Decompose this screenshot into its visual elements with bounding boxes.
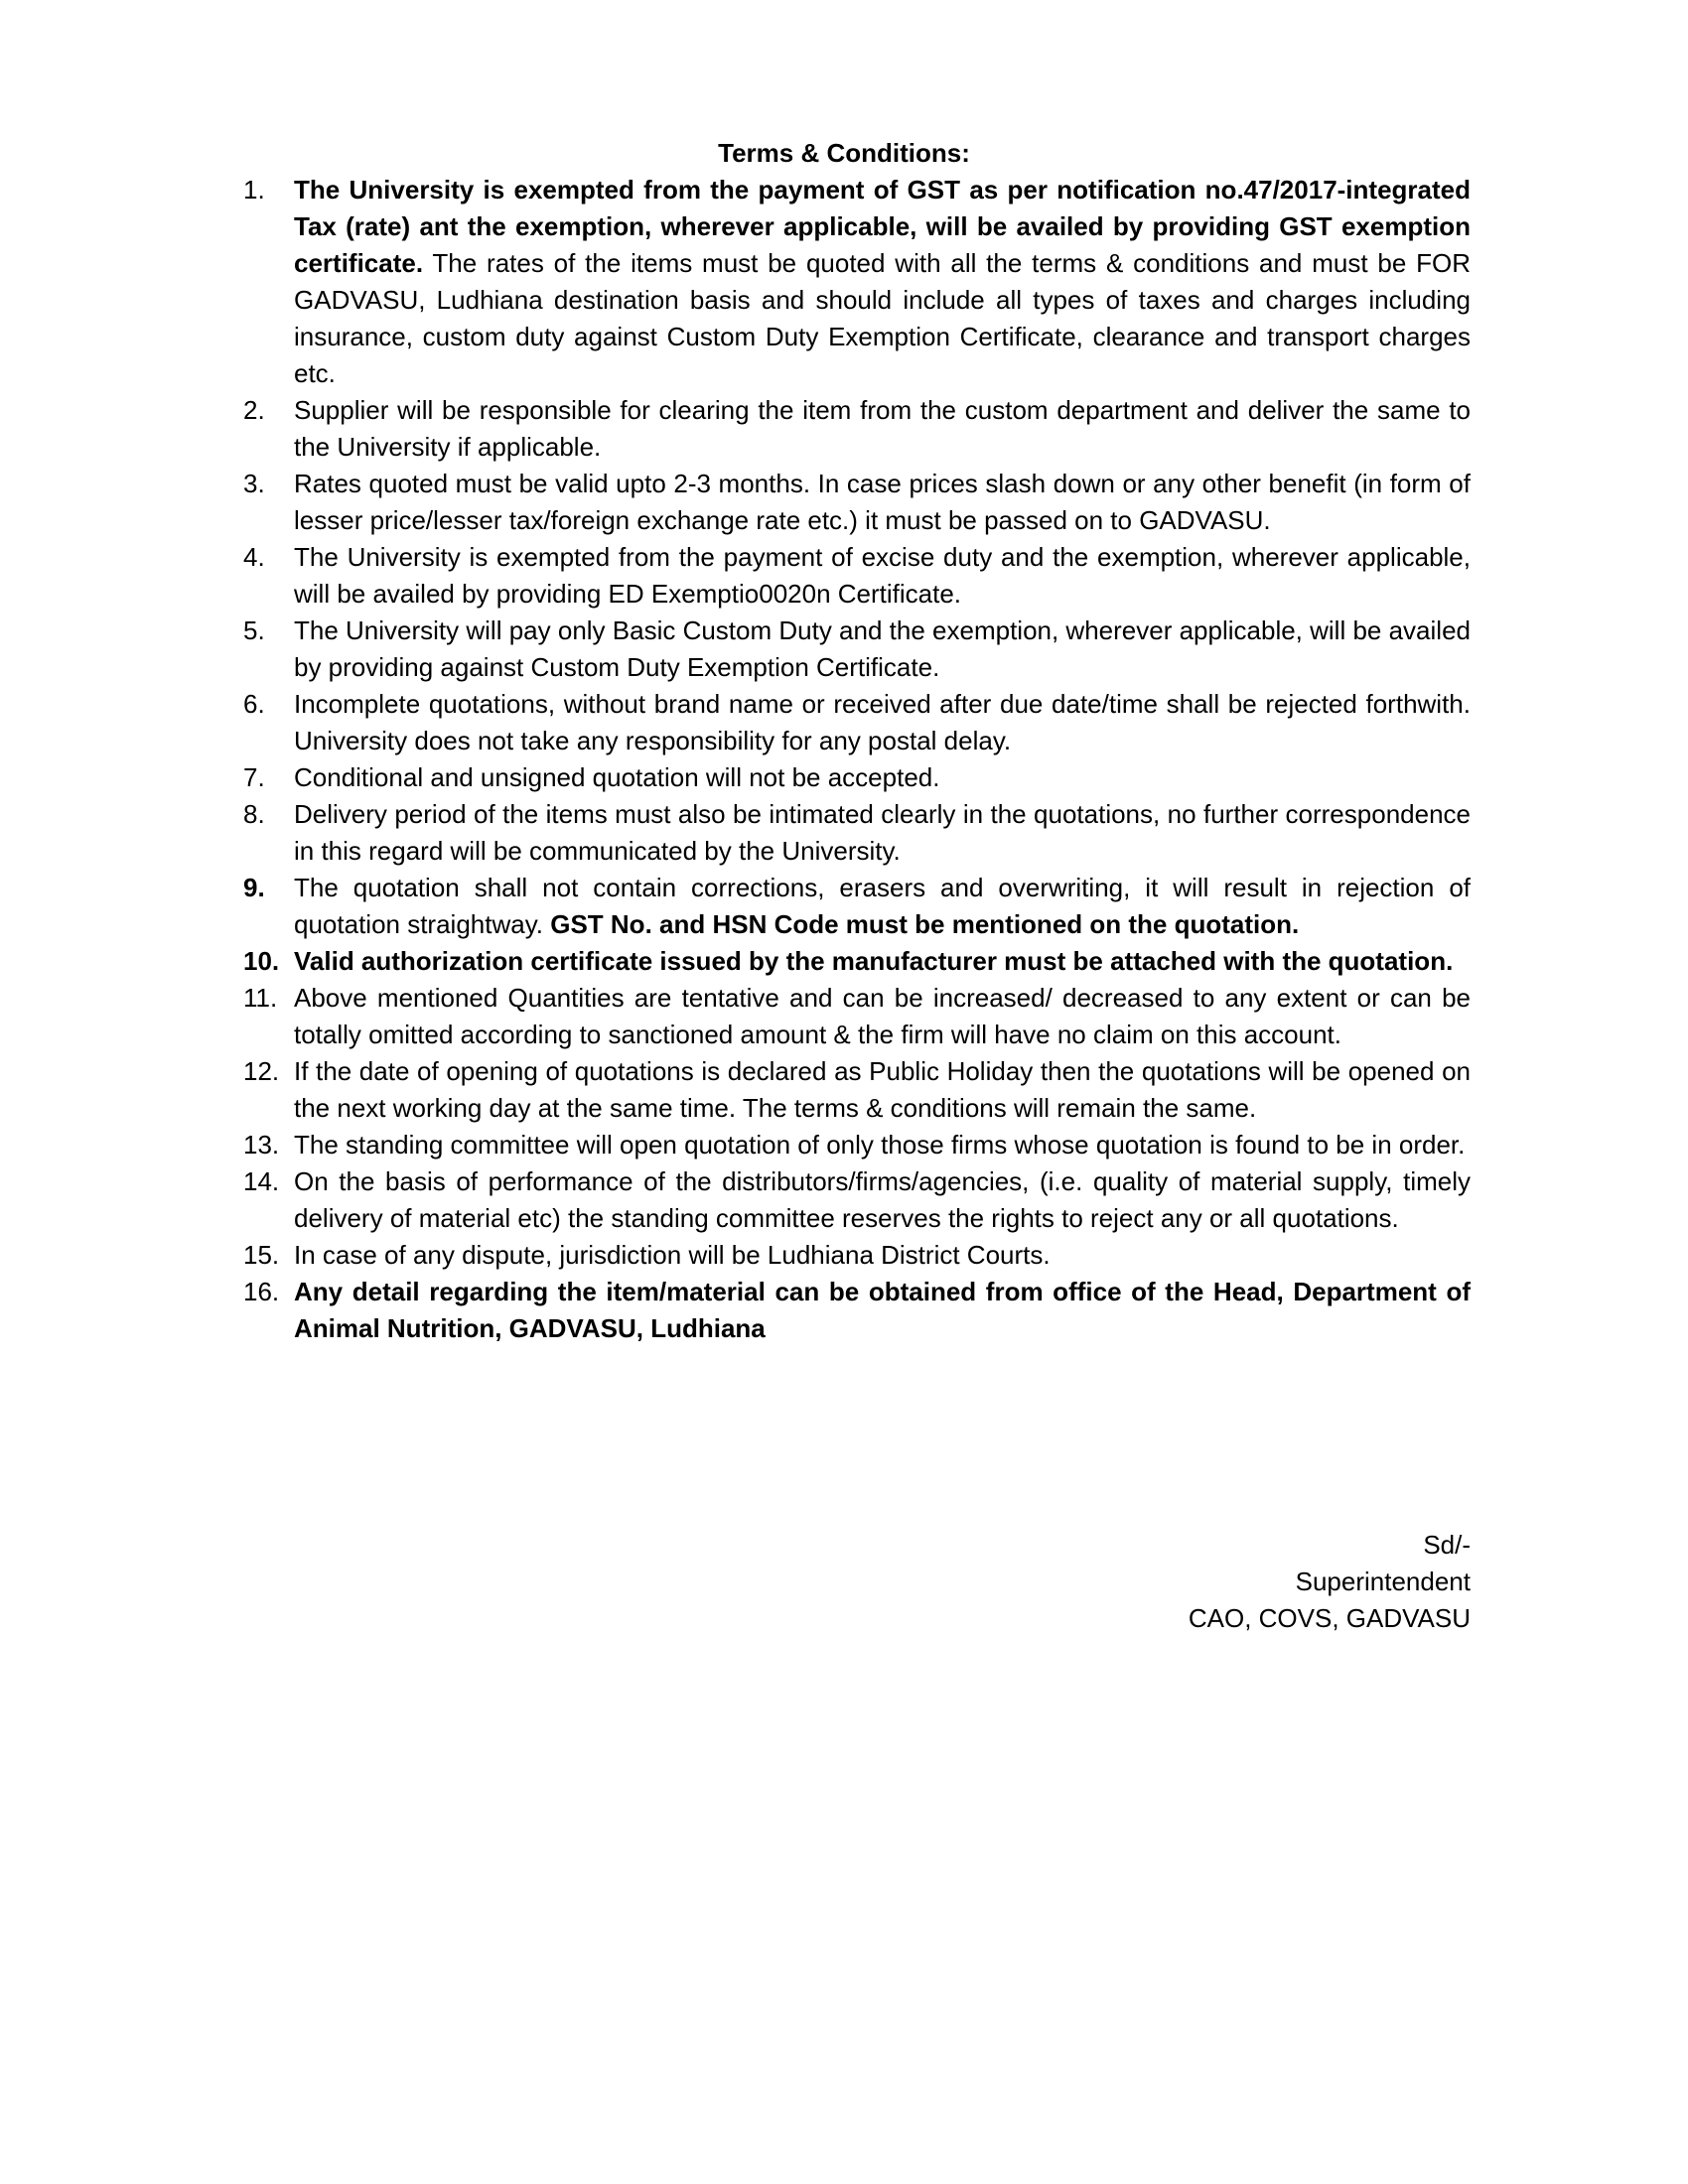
term-item-8	[243, 796, 1471, 870]
term-text: Above mentioned Quantities are tentative and can be increased/ decreased to any extent or can be totally omitted according to sanctioned amount & the firm will have no claim on this account.	[294, 983, 1471, 1049]
term-bold-tail: GST No. and HSN Code must be mentioned on the quotation.	[550, 909, 1300, 939]
term-item-6	[243, 686, 1471, 759]
terms-list	[243, 172, 1471, 1347]
term-text: Rates quoted must be valid upto 2-3 months. In case prices slash down or any other benefit (in form of lesser price/lesser tax/foreign exchange rate etc.) it must be passed on to GADVASU.	[294, 469, 1471, 535]
term-number: 9.	[243, 873, 265, 902]
term-text: On the basis of performance of the distributors/firms/agencies, (i.e. quality of material supply, timely delivery of material etc) the standing committee reserves the rights to reject any or all quotations.	[294, 1166, 1471, 1233]
term-text: The University is exempted from the payment of excise duty and the exemption, wherever applicable, will be availed by providing ED Exemptio0020n Certificate.	[294, 542, 1471, 609]
term-item-12	[243, 1053, 1471, 1127]
term-text: The standing committee will open quotation of only those firms whose quotation is found to be in order.	[294, 1130, 1466, 1160]
term-number: 2.	[243, 395, 265, 425]
term-item-7	[243, 759, 1471, 796]
term-item-15	[243, 1237, 1471, 1274]
term-text: Supplier will be responsible for clearing the item from the custom department and deliver the same to the University if applicable.	[294, 395, 1471, 462]
term-number: 12.	[243, 1056, 280, 1086]
term-item-16	[243, 1274, 1471, 1347]
term-text: In case of any dispute, jurisdiction will be Ludhiana District Courts.	[294, 1240, 1051, 1270]
term-number: 15.	[243, 1240, 280, 1270]
term-item-11	[243, 980, 1471, 1053]
term-bold-text: Valid authorization certificate issued by the manufacturer must be attached with the quotation.	[294, 946, 1454, 976]
page-heading: Terms & Conditions:	[718, 138, 970, 168]
term-text: If the date of opening of quotations is declared as Public Holiday then the quotations will be opened on the next working day at the same time. The terms & conditions will remain the same.	[294, 1056, 1471, 1123]
signature-office: CAO, COVS, GADVASU	[1188, 1603, 1471, 1633]
term-number: 3.	[243, 469, 265, 498]
term-item-5	[243, 613, 1471, 686]
term-number: 7.	[243, 762, 265, 792]
term-number: 13.	[243, 1130, 280, 1160]
term-text: Conditional and unsigned quotation will not be accepted.	[294, 762, 940, 792]
term-item-9	[243, 870, 1471, 943]
term-bold-text: The University is exempted from the payment of GST as per notification no.47/2017-integrated Tax (rate) ant the exemption, wherever applicable, will be availed by providing GST exemption certificate.	[294, 175, 1471, 278]
term-text: Incomplete quotations, without brand name or received after due date/time shall be rejected forthwith. University does not take any responsibility for any postal delay.	[294, 689, 1471, 755]
term-item-4	[243, 539, 1471, 613]
term-number: 16.	[243, 1277, 280, 1306]
term-number: 11.	[243, 983, 278, 1013]
term-item-10	[243, 943, 1471, 980]
term-number: 4.	[243, 542, 265, 572]
term-text: Delivery period of the items must also be intimated clearly in the quotations, no further correspondence in this regard will be communicated by the University.	[294, 799, 1471, 866]
term-number: 10.	[243, 946, 280, 976]
term-text: The rates of the items must be quoted with all the terms & conditions and must be FOR GADVASU, Ludhiana destination basis and should include all types of taxes and charges including insurance, custom duty against Custom Duty Exemption Certificate, clearance and transport charges etc.	[294, 248, 1471, 388]
term-number: 14.	[243, 1166, 280, 1196]
term-bold-text: Any detail regarding the item/material can be obtained from office of the Head, Department of Animal Nutrition, GADVASU, Ludhiana	[294, 1277, 1471, 1343]
term-number: 8.	[243, 799, 265, 829]
term-number: 1.	[243, 175, 265, 205]
term-item-13	[243, 1127, 1471, 1163]
term-text: The quotation shall not contain corrections, erasers and overwriting, it will result in rejection of quotation straightway.	[294, 873, 1471, 939]
term-item-1	[243, 172, 1471, 392]
signature-sd: Sd/-	[1423, 1530, 1471, 1560]
term-item-3	[243, 466, 1471, 539]
term-number: 6.	[243, 689, 265, 719]
signature-designation: Superintendent	[1295, 1567, 1471, 1596]
signature-block	[1189, 1527, 1471, 1637]
term-item-14	[243, 1163, 1471, 1237]
term-item-2	[243, 392, 1471, 466]
term-number: 5.	[243, 615, 265, 645]
term-text: The University will pay only Basic Custom Duty and the exemption, wherever applicable, will be availed by providing against Custom Duty Exemption Certificate.	[294, 615, 1471, 682]
